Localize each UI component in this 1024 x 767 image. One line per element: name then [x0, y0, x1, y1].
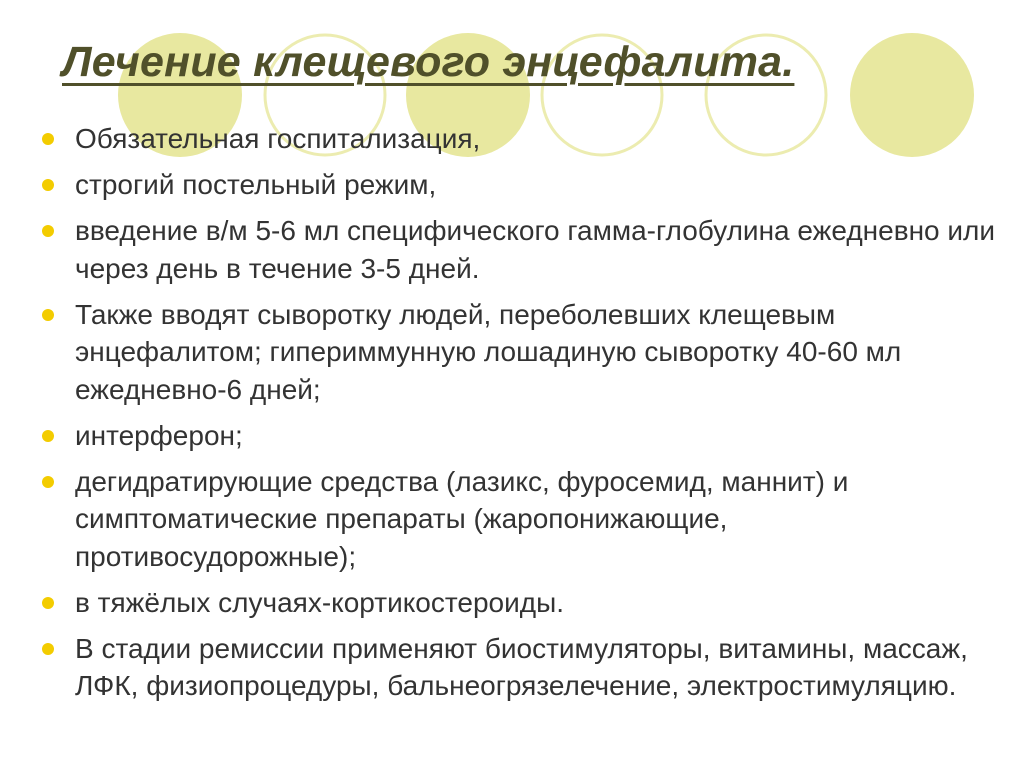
bullet-item	[40, 463, 1010, 576]
bullet-text: Обязательная госпитализация,	[75, 123, 481, 154]
bullet-text: в тяжёлых случаях-кортикостероиды.	[75, 586, 564, 618]
slide-title: Лечение клещевого энцефалита.	[62, 38, 795, 86]
bullet-dot-icon	[42, 179, 54, 191]
bullet-dot-icon	[42, 476, 54, 488]
bullet-dot-icon	[42, 597, 54, 609]
bullet-dot-icon	[42, 133, 54, 145]
bullet-list	[40, 120, 1010, 713]
bullet-item	[40, 166, 1010, 204]
bullet-item	[40, 584, 1010, 622]
bullet-item	[40, 296, 1010, 409]
bullet-text: интерферон;	[75, 419, 243, 451]
bullet-item	[40, 120, 1010, 158]
bullet-item	[40, 417, 1010, 455]
bullet-dot-icon	[42, 225, 54, 237]
bullet-item	[40, 212, 1010, 287]
bullet-text: введение в/м 5-6 мл специфического гамма-глобулина ежедневно или через день в течение 3-5 дней.	[75, 215, 996, 284]
bullet-dot-icon	[42, 643, 54, 655]
bullet-text: Также вводят сыворотку людей, переболевших клещевым энцефалитом; гипериммунную лошадиную сыворотку 40-60 мл ежедневно-6 дней;	[75, 298, 902, 405]
bullet-text: дегидратирующие средства (лазикс, фуросемид, маннит) и симптоматические препараты (жаропонижающие, противосудорожные);	[75, 465, 849, 572]
bullet-dot-icon	[42, 309, 54, 321]
bullet-dot-icon	[42, 430, 54, 442]
bullet-text: В стадии ремиссии применяют биостимуляторы, витамины, массаж, ЛФК, физиопроцедуры, бальнеогрязелечение, электростимуляцию.	[75, 632, 968, 701]
bullet-item	[40, 630, 1010, 705]
bullet-text: строгий постельный режим,	[75, 169, 437, 200]
